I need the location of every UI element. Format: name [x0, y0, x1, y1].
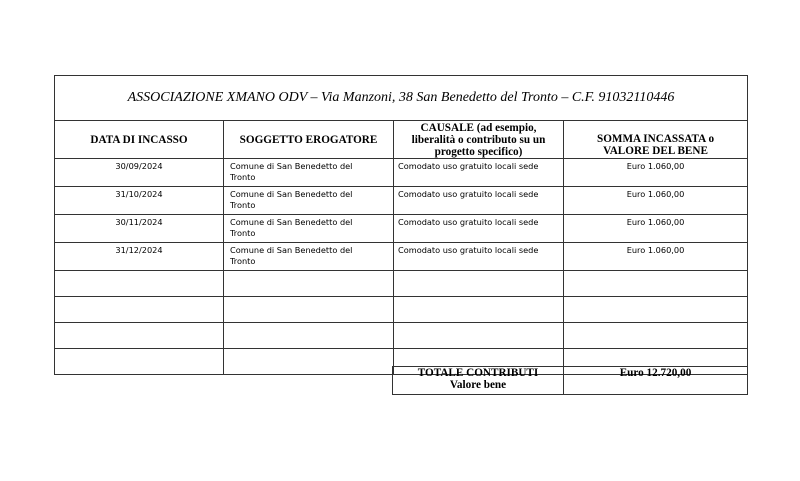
header-row [55, 121, 748, 159]
table-row [55, 243, 748, 271]
row-causale: Comodato uso gratuito locali sede [394, 243, 564, 271]
column-header-soggetto: SOGGETTO EROGATORE [224, 121, 394, 159]
table-row [55, 159, 748, 187]
empty-cell [564, 323, 748, 349]
totals-table [392, 366, 748, 395]
column-header-somma [564, 121, 748, 159]
row-somma: Euro 1.060,00 [564, 215, 748, 243]
empty-cell [224, 297, 394, 323]
empty-cell [55, 323, 224, 349]
row-soggetto-line-1: Comune di San Benedetto del [230, 189, 353, 199]
empty-cell [55, 271, 224, 297]
causale-header-line-3: progetto specifico) [434, 146, 523, 158]
somma-header-line-1: SOMMA INCASSATA o [596, 133, 715, 145]
causale-header-line-1: CAUSALE (ad esempio, [420, 122, 537, 134]
empty-cell [55, 297, 224, 323]
row-soggetto [224, 243, 394, 271]
empty-cell [394, 271, 564, 297]
row-soggetto [224, 215, 394, 243]
row-soggetto-line-2: Tronto [230, 172, 256, 182]
empty-cell [394, 297, 564, 323]
totals-label-line-1: TOTALE CONTRIBUTI [417, 367, 539, 379]
empty-cell [394, 323, 564, 349]
causale-header-line-2: liberalità o contributo su un [411, 134, 546, 146]
row-somma: Euro 1.060,00 [564, 159, 748, 187]
row-soggetto-line-2: Tronto [230, 200, 256, 210]
row-causale: Comodato uso gratuito locali sede [394, 187, 564, 215]
row-soggetto-line-1: Comune di San Benedetto del [230, 161, 353, 171]
empty-cell [224, 271, 394, 297]
row-somma: Euro 1.060,00 [564, 243, 748, 271]
column-header-data: DATA DI INCASSO [55, 121, 224, 159]
row-causale: Comodato uso gratuito locali sede [394, 215, 564, 243]
empty-cell [224, 323, 394, 349]
row-causale: Comodato uso gratuito locali sede [394, 159, 564, 187]
totals-label-line-2: Valore bene [449, 379, 507, 391]
row-soggetto [224, 187, 394, 215]
empty-cell [564, 297, 748, 323]
row-date: 31/10/2024 [55, 187, 224, 215]
empty-row [55, 271, 748, 297]
row-soggetto-line-1: Comune di San Benedetto del [230, 245, 353, 255]
row-date: 30/09/2024 [55, 159, 224, 187]
contributions-table [54, 75, 748, 375]
somma-header-line-2: VALORE DEL BENE [603, 145, 708, 157]
row-soggetto-line-2: Tronto [230, 256, 256, 266]
totals-value: Euro 12.720,00 [564, 367, 748, 395]
column-header-causale [394, 121, 564, 159]
totals-row [393, 367, 748, 395]
empty-cell [55, 349, 224, 375]
empty-cell [224, 349, 394, 375]
document-title: ASSOCIAZIONE XMANO ODV – Via Manzoni, 38 San Benedetto del Tronto – C.F. 91032110446 [55, 76, 748, 121]
totals-label [393, 367, 564, 395]
row-soggetto-line-1: Comune di San Benedetto del [230, 217, 353, 227]
row-date: 31/12/2024 [55, 243, 224, 271]
table-row [55, 187, 748, 215]
row-date: 30/11/2024 [55, 215, 224, 243]
row-soggetto-line-2: Tronto [230, 228, 256, 238]
row-somma: Euro 1.060,00 [564, 187, 748, 215]
empty-row [55, 323, 748, 349]
table-row [55, 215, 748, 243]
row-soggetto [224, 159, 394, 187]
empty-row [55, 297, 748, 323]
empty-cell [564, 271, 748, 297]
